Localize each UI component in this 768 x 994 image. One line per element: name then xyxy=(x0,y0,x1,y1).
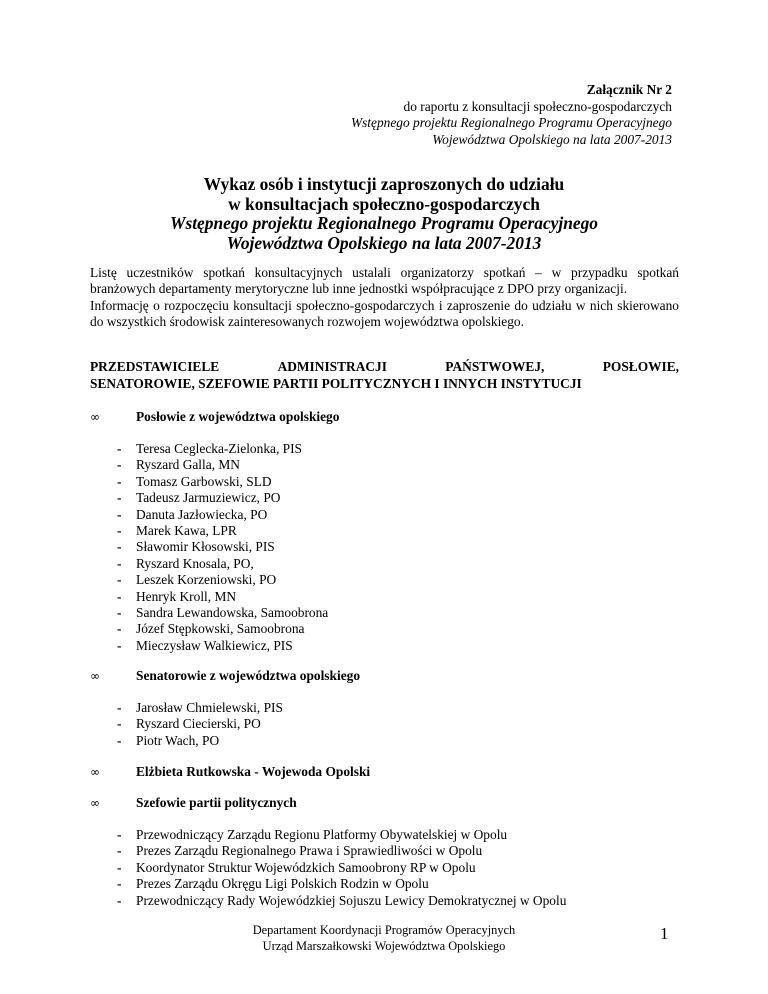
list-item xyxy=(90,860,679,876)
section-word-3: PAŃSTWOWEJ, xyxy=(445,359,545,374)
section-word-1: PRZEDSTAWICIELE xyxy=(90,359,220,374)
title-line-2: w konsultacjach społeczno-gospodarczych xyxy=(228,193,540,214)
dash-bullet-icon: - xyxy=(117,522,122,538)
list-item xyxy=(90,638,679,654)
attachment-project-line: Wstępnego projektu Regionalnego Programu Operacyjnego xyxy=(350,115,672,130)
intro-paragraph-2: Informację o rozpoczęciu konsultacji społeczno-gospodarczych i zaproszenie do udziału w nich skierowano do wszystkich środowisk zainteresowanych rozwojem województwa opolskiego. xyxy=(90,297,679,330)
group-heading-text: Posłowie z województwa opolskiego xyxy=(136,409,340,424)
group-wojewoda xyxy=(90,764,679,780)
list-item xyxy=(90,457,679,473)
list-item xyxy=(90,474,679,490)
dash-bullet-icon: - xyxy=(117,490,122,506)
infinity-bullet-icon: ∞ xyxy=(90,765,100,779)
list-item-text: Marek Kawa, LPR xyxy=(136,522,237,538)
dash-bullet-icon: - xyxy=(117,621,122,637)
footer-office: Urząd Marszałkowski Województwa Opolskiego xyxy=(262,939,506,953)
group-heading xyxy=(90,795,679,811)
section-heading-line-2: SENATOROWIE, SZEFOWIE PARTII POLITYCZNYCH I INNYCH INSTYTUCJI xyxy=(90,376,582,391)
list-item-text: Henryk Kroll, MN xyxy=(136,588,237,604)
infinity-bullet-icon: ∞ xyxy=(90,669,100,683)
list-item xyxy=(90,621,679,637)
dash-bullet-icon: - xyxy=(117,843,122,859)
dash-bullet-icon: - xyxy=(117,827,122,842)
list-item-text: Piotr Wach, PO xyxy=(136,732,220,748)
attachment-region-line: Województwa Opolskiego na lata 2007-2013 xyxy=(432,131,672,147)
title-line-1: Wykaz osób i instytucji zaproszonych do udziału xyxy=(203,174,565,194)
dash-bullet-icon: - xyxy=(117,506,122,522)
list-item-text: Tomasz Garbowski, SLD xyxy=(136,473,272,489)
group-heading xyxy=(90,668,679,684)
group-poslowie xyxy=(90,409,679,654)
dash-bullet-icon: - xyxy=(117,876,122,892)
list-item xyxy=(90,605,679,621)
list-item-text: Jarosław Chmielewski, PIS xyxy=(136,700,283,715)
list-item xyxy=(90,700,679,716)
dash-bullet-icon: - xyxy=(117,892,122,908)
attachment-report-line: do raportu z konsultacji społeczno-gospodarczych xyxy=(403,98,672,114)
senatorowie-list xyxy=(90,700,679,749)
group-heading-text: Elżbieta Rutkowska - Wojewoda Opolski xyxy=(136,764,371,779)
poslowie-list xyxy=(90,441,679,654)
infinity-bullet-icon: ∞ xyxy=(90,410,100,424)
list-item-text: Sławomir Kłosowski, PIS xyxy=(136,539,275,555)
group-heading xyxy=(90,409,679,425)
dash-bullet-icon: - xyxy=(117,604,122,620)
section-heading xyxy=(90,358,679,392)
list-item xyxy=(90,572,679,588)
dash-bullet-icon: - xyxy=(117,700,122,715)
list-item-text: Prezes Zarządu Regionalnego Prawa i Sprawiedliwości w Opolu xyxy=(136,843,483,859)
list-item-text: Ryszard Ciecierski, PO xyxy=(136,716,261,732)
group-heading-text: Senatorowie z województwa opolskiego xyxy=(136,668,361,683)
list-item xyxy=(90,539,679,555)
list-item-text: Tadeusz Jarmuziewicz, PO xyxy=(136,490,281,506)
document-title xyxy=(90,175,678,253)
list-item-text: Przewodniczący Rady Wojewódzkiej Sojuszu Lewicy Demokratycznej w Opolu xyxy=(136,892,567,908)
dash-bullet-icon: - xyxy=(117,588,122,604)
group-senatorowie xyxy=(90,668,679,749)
dash-bullet-icon: - xyxy=(117,716,122,732)
dash-bullet-icon: - xyxy=(117,441,122,456)
title-line-4: Województwa Opolskiego na lata 2007-2013 xyxy=(226,232,542,253)
group-heading xyxy=(90,764,679,780)
partie-list xyxy=(90,827,679,909)
list-item xyxy=(90,893,679,909)
dash-bullet-icon: - xyxy=(117,539,122,555)
list-item-text: Teresa Ceglecka-Zielonka, PIS xyxy=(136,441,303,456)
list-item xyxy=(90,507,679,523)
list-item xyxy=(90,716,679,732)
group-partie xyxy=(90,795,679,909)
attachment-number: Załącznik Nr 2 xyxy=(586,82,672,97)
section-word-4: POSŁOWIE, xyxy=(602,359,679,374)
list-item-text: Sandra Lewandowska, Samoobrona xyxy=(136,604,329,620)
list-item xyxy=(90,827,679,843)
dash-bullet-icon: - xyxy=(117,473,122,489)
group-heading-text: Szefowie partii politycznych xyxy=(136,795,297,810)
footer-department: Departament Koordynacji Programów Operacyjnych xyxy=(252,923,516,937)
list-item xyxy=(90,441,679,457)
list-item xyxy=(90,490,679,506)
page-footer xyxy=(0,922,768,954)
list-item-text: Prezes Zarządu Okręgu Ligi Polskich Rodzin w Opolu xyxy=(136,876,429,892)
section-word-2: ADMINISTRACJI xyxy=(277,359,387,374)
list-item xyxy=(90,733,679,749)
list-item xyxy=(90,523,679,539)
intro-paragraph-1: Listę uczestników spotkań konsultacyjnych ustalali organizatorzy spotkań – w przypadku spotkań branżowych departamenty merytoryczne lub inne jednostki współpracujące z DPO przy organizacji. xyxy=(90,265,679,297)
dash-bullet-icon: - xyxy=(117,859,122,875)
attachment-header xyxy=(351,82,672,148)
dash-bullet-icon: - xyxy=(117,732,122,748)
list-item-text: Przewodniczący Zarządu Regionu Platformy Obywatelskiej w Opolu xyxy=(136,827,508,842)
list-item-text: Ryszard Galla, MN xyxy=(136,457,240,473)
dash-bullet-icon: - xyxy=(117,572,122,588)
list-item xyxy=(90,589,679,605)
list-item-text: Koordynator Struktur Wojewódzkich Samoobrony RP w Opolu xyxy=(136,859,476,875)
title-line-3: Wstępnego projektu Regionalnego Programu Operacyjnego xyxy=(169,213,598,233)
intro-text xyxy=(90,265,679,331)
dash-bullet-icon: - xyxy=(117,457,122,473)
list-item-text: Józef Stępkowski, Samoobrona xyxy=(136,621,305,637)
list-item-text: Danuta Jazłowiecka, PO xyxy=(136,506,268,522)
list-item-text: Leszek Korzeniowski, PO xyxy=(136,572,277,588)
dash-bullet-icon: - xyxy=(117,555,122,571)
page-number: 1 xyxy=(660,924,669,943)
list-item xyxy=(90,876,679,892)
infinity-bullet-icon: ∞ xyxy=(90,796,100,810)
dash-bullet-icon: - xyxy=(117,637,122,653)
list-item-text: Ryszard Knosala, PO, xyxy=(136,555,254,571)
list-item xyxy=(90,843,679,859)
section-heading-line-1 xyxy=(90,358,679,375)
list-item-text: Mieczysław Walkiewicz, PIS xyxy=(136,637,293,653)
list-item xyxy=(90,556,679,572)
